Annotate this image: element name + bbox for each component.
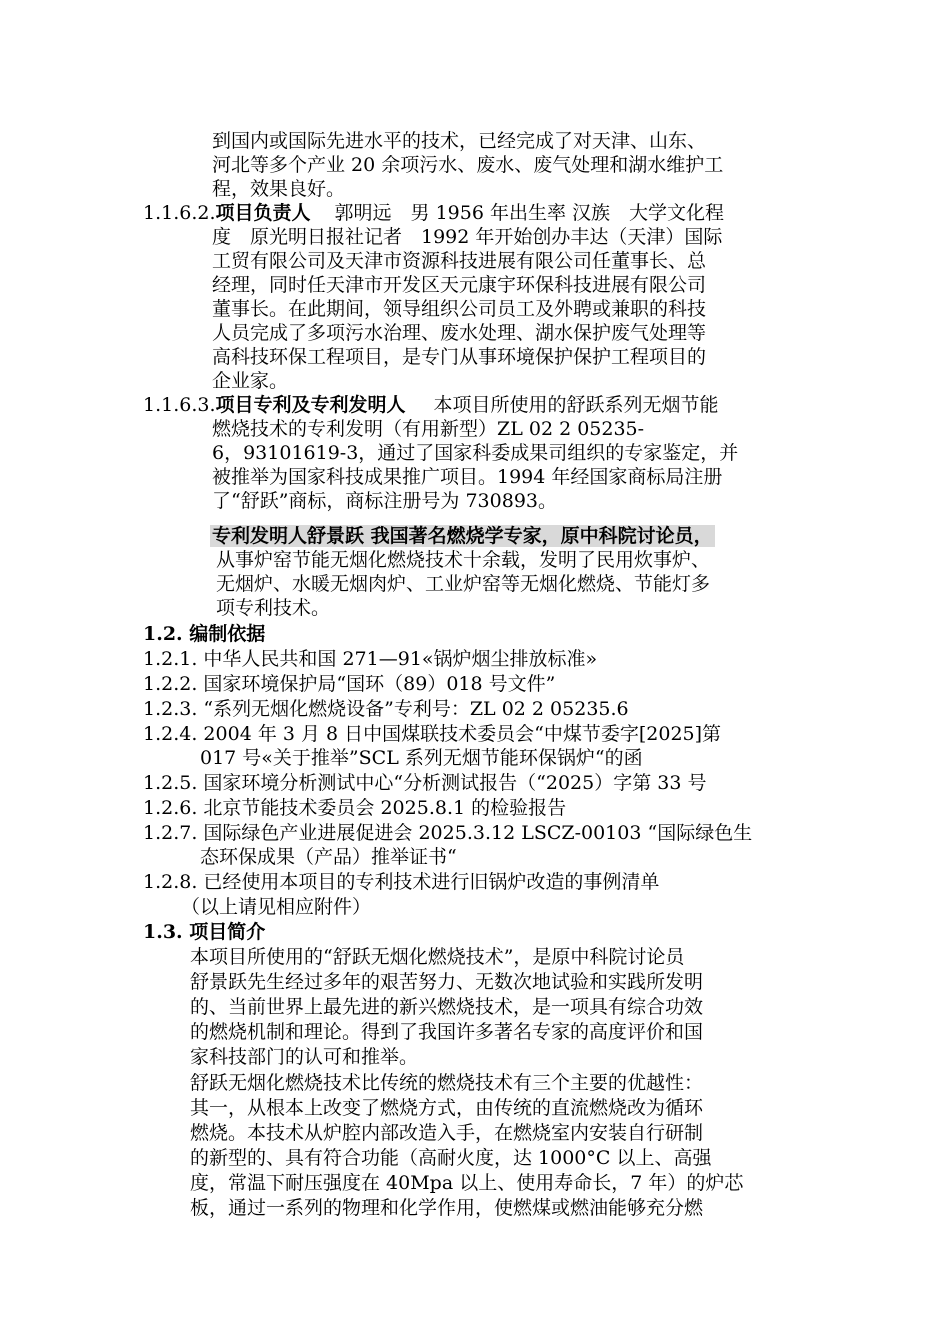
text-line: 本项目所使用的舒跃系列无烟节能 — [433, 394, 719, 416]
section-number: 1.1.6.2. — [143, 202, 216, 224]
text-line: 的、当前世界上最先进的新兴燃烧技术，是一项具有综合功效 — [190, 996, 704, 1018]
text-line: 企业家。 — [212, 370, 289, 392]
text-line: 板，通过一系列的物理和化学作用，使燃煤或燃油能够充分燃 — [190, 1197, 704, 1219]
reference-item: 1.2.8. 已经使用本项目的专利技术进行旧锅炉改造的事例清单 — [143, 871, 660, 893]
text-line: 人员完成了多项污水治理、废水处理、湖水保护废气处理等 — [212, 322, 707, 344]
text-line: 其一，从根本上改变了燃烧方式，由传统的直流燃烧改为循环 — [190, 1097, 704, 1119]
section-number: 1.1.6.3. — [143, 394, 216, 416]
reference-item: 1.2.6. 北京节能技术委员会 2025.8.1 的检验报告 — [143, 797, 567, 819]
text-line: 舒景跃先生经过多年的艰苦努力、无数次地试验和实践所发明 — [190, 971, 704, 993]
text-line: 的燃烧机制和理论。得到了我国许多著名专家的高度评价和国 — [190, 1021, 704, 1043]
text-line: 到国内或国际先进水平的技术，已经完成了对天津、山东、 — [212, 130, 707, 152]
text-line: 经理，同时任天津市开发区天元康宇环保科技进展有限公司 — [212, 274, 707, 296]
section-title: 项目负责人 — [215, 202, 311, 224]
text-line: 燃烧。本技术从炉腔内部改造入手，在燃烧室内安装自行研制 — [190, 1122, 704, 1144]
text-line: 程，效果良好。 — [212, 178, 346, 200]
text-line: 了“舒跃”商标，商标注册号为 730893。 — [212, 490, 557, 512]
highlighted-line — [210, 524, 715, 548]
text-line: 度 原光明日报社记者 1992 年开始创办丰达（天津）国际 — [212, 226, 723, 248]
reference-note: （以上请见相应附件） — [181, 896, 372, 918]
reference-item: 1.2.2. 国家环境保护局“国环（89）018 号文件” — [143, 673, 556, 695]
text-line: 家科技部门的认可和推举。 — [190, 1046, 419, 1068]
text-line: 本项目所使用的“舒跃无烟化燃烧技术”，是原中科院讨论员 — [190, 946, 685, 968]
heading-1-3: 1.3. 项目简介 — [143, 921, 266, 943]
text-line: 无烟炉、水暖无烟肉炉、工业炉窑等无烟化燃烧、节能灯多 — [216, 573, 711, 595]
text-line: 被推举为国家科技成果推广项目。1994 年经国家商标局注册 — [212, 466, 723, 488]
text-line: 6，93101619-3，通过了国家科委成果司组织的专家鉴定，并 — [212, 442, 739, 464]
text-line: 董事长。在此期间，领导组织公司员工及外聘或兼职的科技 — [212, 298, 707, 320]
reference-item-cont: 态环保成果（产品）推举证书“ — [200, 846, 457, 868]
text-line: 舒跃无烟化燃烧技术比传统的燃烧技术有三个主要的优越性： — [190, 1072, 704, 1094]
text-line: 从事炉窑节能无烟化燃烧技术十余载，发明了民用炊事炉、 — [216, 549, 711, 571]
text-line: 高科技环保工程项目，是专门从事环境保护保护工程项目的 — [212, 346, 707, 368]
reference-item: 1.2.5. 国家环境分析测试中心“分析测试报告（“2025）字第 33 号 — [143, 772, 707, 794]
reference-item: 1.2.4. 2004 年 3 月 8 日中国煤联技术委员会“中煤节委字[2025]第 — [143, 723, 722, 745]
section-1-1-6-2 — [143, 201, 724, 225]
text-line: 的新型的、具有符合功能（高耐火度，达 1000°C 以上、高强 — [190, 1147, 712, 1169]
heading-1-2: 1.2. 编制依据 — [143, 623, 266, 645]
reference-item-cont: 017 号«关于推举”SCL 系列无烟节能环保锅炉“的函 — [200, 747, 643, 769]
text-line: 河北等多个产业 20 余项污水、废水、废气处理和湖水维护工 — [212, 154, 724, 176]
text-line: 燃烧技术的专利发明（有用新型）ZL 02 2 05235- — [212, 418, 645, 440]
reference-item: 1.2.7. 国际绿色产业进展促进会 2025.3.12 LSCZ-00103 “国际绿色生 — [143, 822, 753, 844]
text-line: 工贸有限公司及天津市资源科技进展有限公司任董事长、总 — [212, 250, 707, 272]
reference-item: 1.2.3. “系列无烟化燃烧设备”专利号：ZL 02 2 05235.6 — [143, 698, 629, 720]
section-title: 项目专利及专利发明人 — [215, 394, 406, 416]
highlight-text: 专利发明人舒景跃 我国著名燃烧学专家，原中科院讨论员， — [212, 525, 713, 547]
text-line: 项专利技术。 — [216, 597, 331, 619]
section-1-1-6-3 — [143, 393, 719, 417]
text-line: 度，常温下耐压强度在 40Mpa 以上、使用寿命长，7 年）的炉芯 — [190, 1172, 744, 1194]
reference-item: 1.2.1. 中华人民共和国 271—91«锅炉烟尘排放标准» — [143, 648, 598, 670]
text-line: 郭明远 男 1956 年出生率 汉族 大学文化程 — [334, 202, 725, 224]
